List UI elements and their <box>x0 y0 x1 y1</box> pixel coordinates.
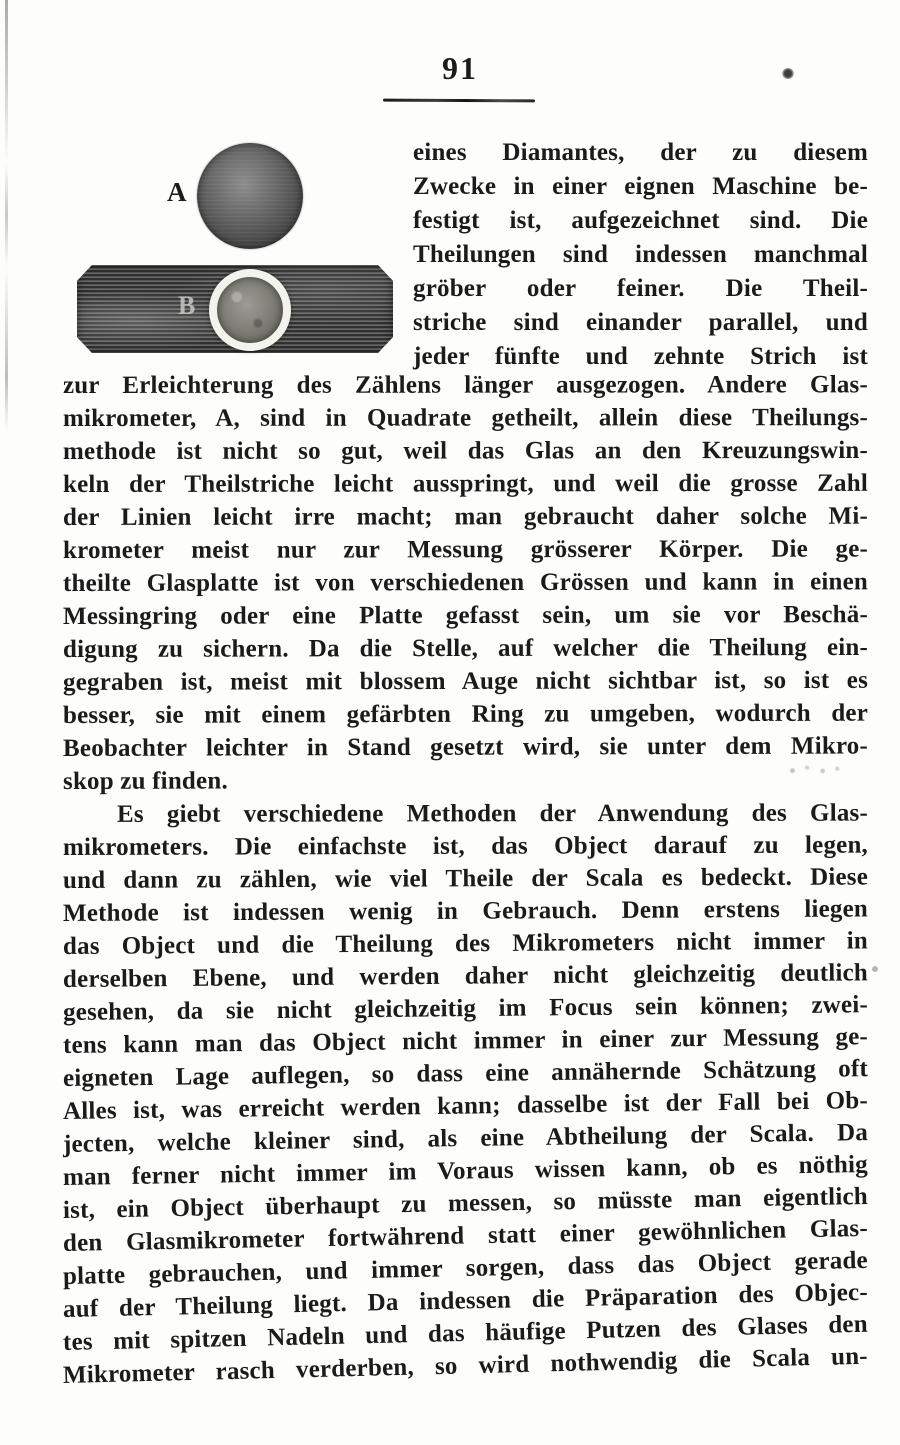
text-line: mikrometer, A, sind in Quadrate getheilt, allein diese Theilungs- <box>62 404 869 432</box>
text-line: striche sind einander parallel, und <box>413 309 868 336</box>
text-line: krometer meist nur zur Messung grösserer Körper. Die ge- <box>62 535 869 564</box>
ink-speck <box>872 966 878 972</box>
text-line: gegraben ist, meist mit blossem Auge nicht sichtbar ist, so ist es <box>62 666 869 696</box>
text-line: Beobachter leichter in Stand gesetzt wird, sie unter dem Mikro- <box>62 732 869 762</box>
text-line: Theilungen sind indessen manchmal <box>413 241 868 268</box>
text-line: festigt ist, aufgezeichnet sind. Die <box>413 207 868 234</box>
figure-slide-label: B <box>178 291 196 320</box>
header-rule <box>383 99 535 103</box>
text-line: der Linien leicht irre macht; man gebraucht daher solche Mi- <box>62 502 869 531</box>
glass-disc-image <box>197 143 303 249</box>
paragraph-1 <box>63 369 868 798</box>
text-line: Methode ist indessen wenig in Gebrauch. Denn erstens liegen <box>62 895 869 927</box>
slide-ring-image <box>209 269 291 351</box>
ink-speck <box>782 68 794 79</box>
text-line: skop zu finden. <box>62 767 228 795</box>
text-line: Zwecke in einer eignen Maschine be- <box>413 173 868 200</box>
text-column-beside-figure <box>413 136 868 374</box>
text-line: jeder fünfte und zehnte Strich ist <box>413 343 868 370</box>
text-line: tes mit spitzen Nadeln und das häufige Putzen des Glases den <box>62 1310 869 1356</box>
text-line: Messingring oder eine Platte gefasst sein, um sie vor Beschä- <box>62 601 869 630</box>
text-line: theilte Glasplatte ist von verschiedenen Grössen und kann in einen <box>62 568 869 597</box>
text-line: keln der Theilstriche leicht ausspringt, und weil die grosse Zahl <box>62 469 869 498</box>
text-line: das Object und die Theilung des Mikrometers nicht immer in <box>62 927 869 960</box>
text-line: gröber oder feiner. Die Theil- <box>413 275 868 302</box>
page-number: 91 <box>442 50 478 86</box>
text-line: den Glasmikrometer fortwährend statt einer gewöhnlichen Glas- <box>62 1214 869 1257</box>
text-line: und dann zu zählen, wie viel Theile der Scala es bedeckt. Diese <box>62 863 869 894</box>
text-line: gesehen, da sie nicht gleichzeitig im Focus sein können; zwei- <box>62 991 869 1026</box>
text-line: methode ist nicht so gut, weil das Glas an den Kreuzungswin- <box>62 436 869 465</box>
text-line: besser, sie mit einem gefärbten Ring zu umgeben, wodurch der <box>62 699 869 729</box>
text-line: mikrometers. Die einfachste ist, das Object darauf zu legen, <box>62 831 869 861</box>
text-line: auf der Theilung liegt. Da indessen die Präparation des Objec- <box>62 1278 869 1323</box>
text-line: derselben Ebene, und werden daher nicht gleichzeitig deutlich <box>62 959 869 993</box>
text-line: Es giebt verschiedene Methoden der Anwendung des Glas- <box>116 799 869 828</box>
text-line: digung zu sichern. Da die Stelle, auf welcher die Theilung ein- <box>62 633 869 663</box>
text-line: ist, ein Object überhaupt zu messen, so müsste man eigentlich <box>62 1182 869 1224</box>
paragraph-2 <box>63 798 868 1392</box>
text-line: tens kann man das Object nicht immer in einer zur Messung ge- <box>62 1023 869 1059</box>
text-line: Mikrometer rasch verderben, so wird nothwendig die Scala un- <box>62 1342 869 1389</box>
text-line: eigneten Lage auflegen, so dass eine annähernde Schätzung oft <box>62 1055 869 1092</box>
text-line: jecten, welche kleiner sind, als eine Abtheilung der Scala. Da <box>62 1119 869 1158</box>
figure-disc-label: A <box>167 177 187 207</box>
text-line: eines Diamantes, der zu diesem <box>413 139 868 166</box>
text-line: zur Erleichterung des Zählens länger ausgezogen. Andere Glas- <box>62 371 869 399</box>
text-line: platte gebrauchen, und immer sorgen, dass das Object gerade <box>62 1246 869 1290</box>
scan-edge-artifact <box>5 0 8 430</box>
text-line: man ferner nicht immer im Voraus wissen kann, ob es nöthig <box>62 1151 869 1191</box>
text-line: Alles ist, was erreicht werden kann; dasselbe ist der Fall bei Ob- <box>62 1087 869 1125</box>
scan-smudge <box>788 762 844 776</box>
